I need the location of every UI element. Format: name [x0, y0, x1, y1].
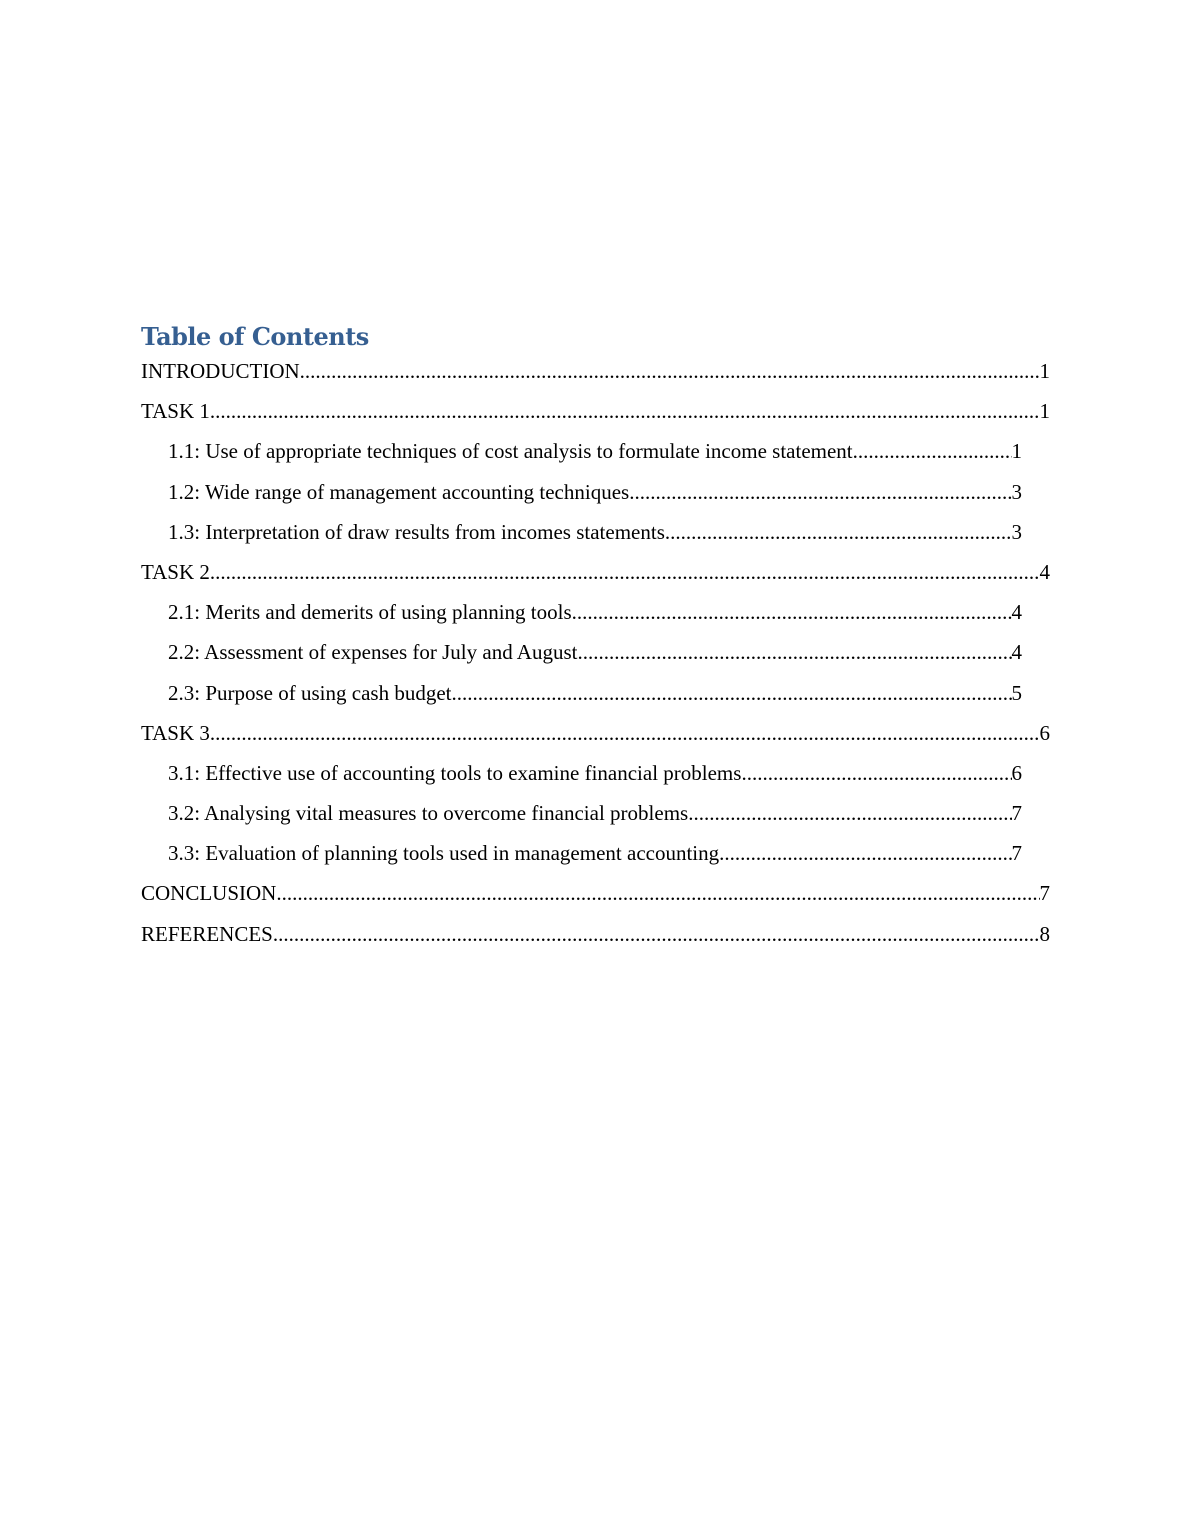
- toc-page-number: 1: [1039, 399, 1050, 424]
- toc-entry-text: INTRODUCTION: [141, 359, 300, 383]
- toc-page-number: 4: [1011, 640, 1022, 665]
- toc-entry-1-2[interactable]: [168, 475, 1022, 515]
- toc-entry-text: 2.2: Assessment of expenses for July and August: [168, 640, 578, 665]
- toc-entry-text: 1.3: Interpretation of draw results from incomes statements: [168, 519, 665, 544]
- toc-entry-introduction[interactable]: [141, 354, 1050, 394]
- toc-page-number: 5: [1011, 680, 1022, 705]
- toc-page-number: 3: [1011, 519, 1022, 544]
- toc-dot-leader: [451, 676, 1011, 710]
- toc-entry-text: 3.3: Evaluation of planning tools used in management accounting: [168, 841, 720, 866]
- toc-entry-2-2[interactable]: [168, 635, 1022, 675]
- toc-page-number: 6: [1039, 720, 1050, 745]
- toc-list: [141, 354, 1050, 957]
- toc-dot-leader: [300, 354, 1040, 388]
- toc-dot-leader: [577, 635, 1011, 669]
- toc-page-number: 6: [1011, 760, 1022, 785]
- toc-page-number: 4: [1039, 559, 1050, 584]
- toc-entry-1-1[interactable]: [168, 434, 1022, 474]
- toc-page-number: 7: [1011, 801, 1022, 826]
- toc-entry-2-3[interactable]: [168, 676, 1022, 716]
- toc-dot-leader: [719, 836, 1011, 870]
- toc-entry-text: 1.2: Wide range of management accounting techniques: [168, 479, 630, 504]
- toc-entry-text: TASK 3: [141, 720, 210, 745]
- toc-entry-task-3[interactable]: [141, 716, 1050, 756]
- toc-dot-leader: [853, 434, 1012, 468]
- toc-dot-leader: [210, 555, 1040, 589]
- toc-entry-text: REFERENCES: [141, 921, 273, 946]
- toc-title: Table of Contents: [141, 322, 369, 351]
- toc-dot-leader: [741, 756, 1011, 790]
- toc-entry-3-2[interactable]: [168, 796, 1022, 836]
- toc-dot-leader: [210, 394, 1040, 428]
- toc-entry-text: TASK 2: [141, 559, 210, 584]
- toc-entry-1-3[interactable]: [168, 515, 1022, 555]
- toc-entry-conclusion[interactable]: [141, 876, 1050, 916]
- toc-page-number: 3: [1011, 479, 1022, 504]
- table-of-contents: [141, 320, 1050, 957]
- toc-dot-leader: [210, 716, 1040, 750]
- toc-entry-3-1[interactable]: [168, 756, 1022, 796]
- toc-page-number: 1: [1011, 439, 1022, 464]
- toc-page-number: 7: [1039, 881, 1050, 906]
- toc-entry-text: 1.1: Use of appropriate techniques of cost analysis to formulate income statement: [168, 439, 853, 464]
- toc-entry-2-1[interactable]: [168, 595, 1022, 635]
- toc-entry-task-2[interactable]: [141, 555, 1050, 595]
- toc-dot-leader: [688, 796, 1011, 830]
- toc-entry-text: 3.2: Analysing vital measures to overcome financial problems: [168, 801, 689, 826]
- toc-page-number: 1: [1039, 359, 1050, 383]
- toc-page-number: 8: [1039, 921, 1050, 946]
- toc-entry-references[interactable]: [141, 917, 1050, 957]
- toc-dot-leader: [276, 876, 1039, 910]
- toc-page-number: 4: [1011, 600, 1022, 625]
- toc-entry-text: TASK 1: [141, 399, 210, 424]
- toc-entry-3-3[interactable]: [168, 836, 1022, 876]
- toc-entry-text: 3.1: Effective use of accounting tools to examine financial problems: [168, 760, 742, 785]
- toc-entry-text: CONCLUSION: [141, 881, 277, 906]
- toc-dot-leader: [629, 475, 1011, 509]
- toc-page-number: 7: [1011, 841, 1022, 866]
- toc-dot-leader: [665, 515, 1012, 549]
- toc-dot-leader: [273, 917, 1040, 951]
- toc-entry-text: 2.3: Purpose of using cash budget: [168, 680, 452, 705]
- toc-entry-text: 2.1: Merits and demerits of using planning tools: [168, 600, 572, 625]
- toc-dot-leader: [572, 595, 1012, 629]
- toc-entry-task-1[interactable]: [141, 394, 1050, 434]
